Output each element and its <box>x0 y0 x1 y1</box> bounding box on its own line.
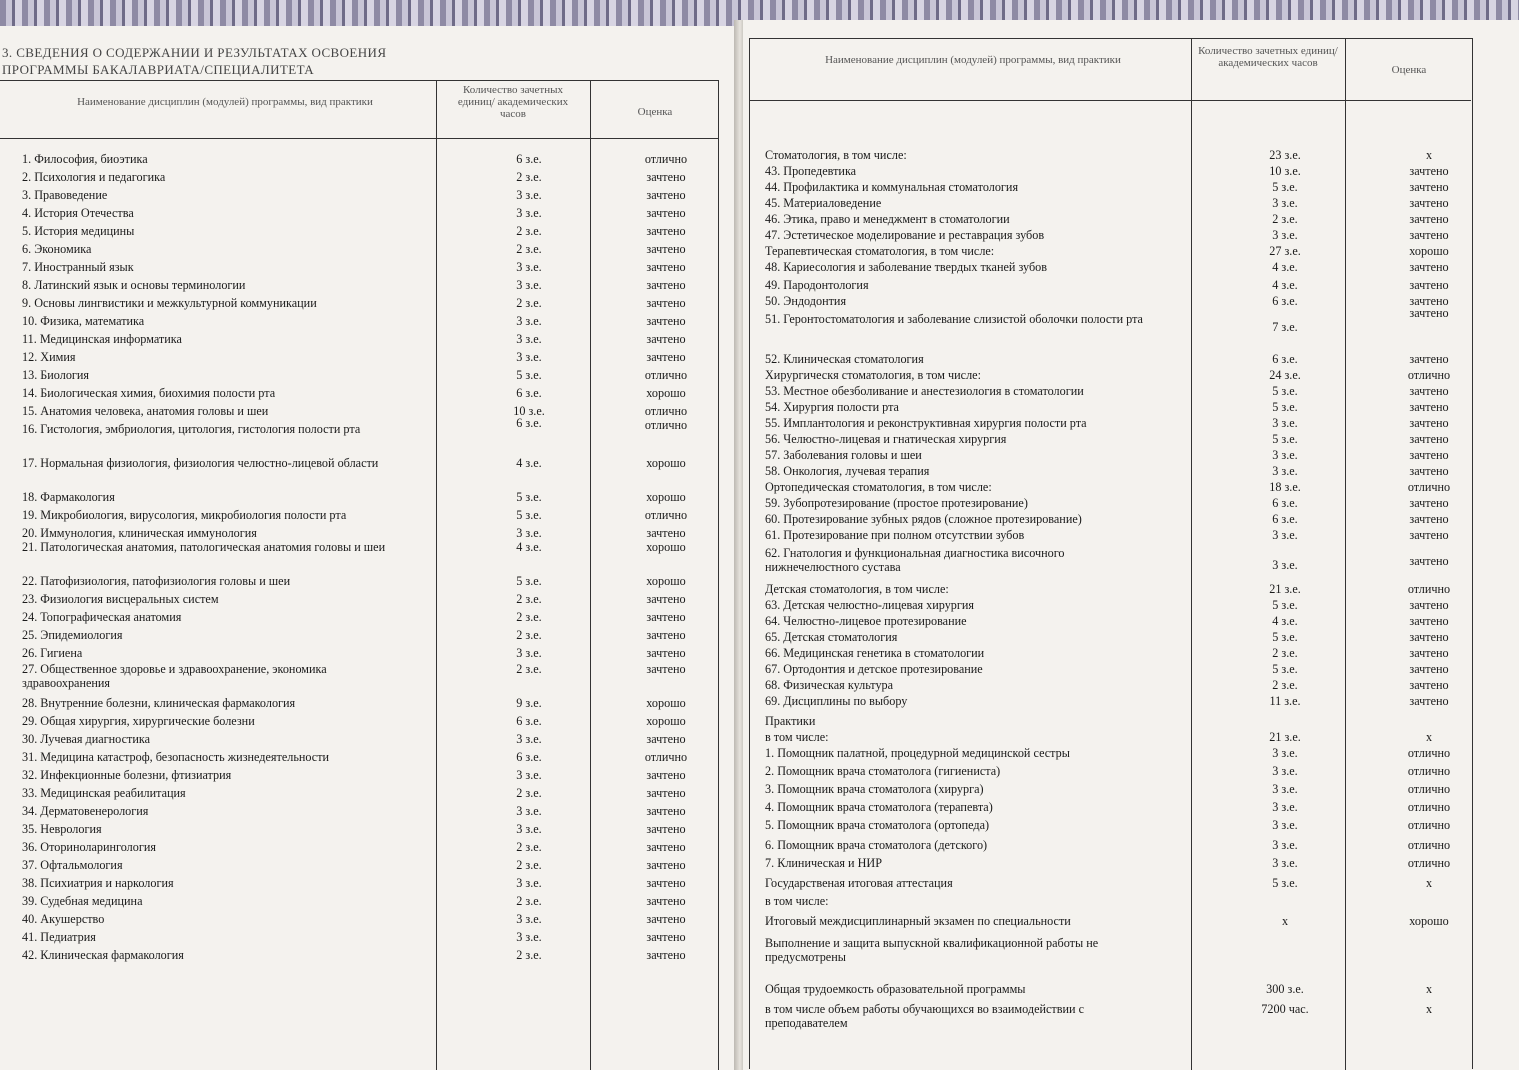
grade: зачтено <box>646 876 686 890</box>
grade: хорошо <box>1409 914 1449 928</box>
credit-units: 5 з.е. <box>1272 180 1298 194</box>
credit-units: 3 з.е. <box>1272 856 1298 870</box>
credit-units: 5 з.е. <box>516 574 542 588</box>
discipline-name: в том числе: <box>765 730 829 744</box>
grade: зачтено <box>1409 678 1449 692</box>
credit-units: 11 з.е. <box>1269 694 1301 708</box>
discipline-name: Итоговый междисциплинарный экзамен по специальности <box>765 914 1071 928</box>
grade: зачтено <box>646 822 686 836</box>
discipline-name: 33. Медицинская реабилитация <box>22 786 186 800</box>
grade: зачтено <box>646 332 686 346</box>
credit-units: 2 з.е. <box>516 786 542 800</box>
discipline-name: 43. Пропедевтика <box>765 164 857 178</box>
discipline-name: в том числе: <box>765 894 829 908</box>
grade: зачтено <box>646 662 686 676</box>
credit-units: 3 з.е. <box>516 260 542 274</box>
discipline-name: 58. Онкология, лучевая терапия <box>765 464 930 478</box>
credit-units: 2 з.е. <box>516 610 542 624</box>
credit-units: 21 з.е. <box>1269 582 1301 596</box>
credit-units: 3 з.е. <box>516 206 542 220</box>
credit-units: 7200 час. <box>1261 1002 1309 1016</box>
grade: зачтено <box>646 224 686 238</box>
discipline-name: 2. Психология и педагогика <box>22 170 166 184</box>
credit-units: 4 з.е. <box>1272 260 1298 274</box>
discipline-name: 44. Профилактика и коммунальная стоматология <box>765 180 1019 194</box>
credit-units: 3 з.е. <box>516 526 542 540</box>
discipline-name: 35. Неврология <box>22 822 102 836</box>
credit-units: 2 з.е. <box>516 662 542 676</box>
discipline-name: 50. Эндодонтия <box>765 294 847 308</box>
grade: хорошо <box>646 714 686 728</box>
discipline-name: Хирургическя стоматология, в том числе: <box>765 368 981 382</box>
credit-units: 24 з.е. <box>1269 368 1301 382</box>
grade: зачтено <box>646 296 686 310</box>
credit-units: 6 з.е. <box>516 750 542 764</box>
discipline-name: 5. Помощник врача стоматолога (ортопеда) <box>765 818 990 832</box>
discipline-name: 21. Патологическая анатомия, патологическая анатомия головы и шеи <box>22 540 386 554</box>
grade: зачтено <box>646 592 686 606</box>
discipline-name: 38. Психиатрия и наркология <box>22 876 174 890</box>
credit-units: 3 з.е. <box>516 350 542 364</box>
discipline-name: 62. Гнатология и функциональная диагностика височного нижнечелюстного сустава <box>765 546 1065 574</box>
discipline-name: 1. Философия, биоэтика <box>22 152 148 166</box>
credit-units: 3 з.е. <box>516 912 542 926</box>
grade: зачтено <box>1409 496 1449 510</box>
grade: зачтено <box>1409 448 1449 462</box>
grade: отлично <box>1407 582 1451 596</box>
grade: зачтено <box>1409 294 1449 308</box>
grade: зачтено <box>646 278 686 292</box>
left-page <box>0 26 738 1070</box>
discipline-name: 40. Акушерство <box>22 912 105 926</box>
credit-units: 3 з.е. <box>516 732 542 746</box>
grade: отлично <box>1407 746 1451 760</box>
grade: хорошо <box>646 574 686 588</box>
credit-units: 23 з.е. <box>1269 148 1301 162</box>
credit-units: 2 з.е. <box>516 894 542 908</box>
credit-units: 2 з.е. <box>516 948 542 962</box>
grade: зачтено <box>1409 646 1449 660</box>
discipline-name: 39. Судебная медицина <box>22 894 143 908</box>
credit-units: 3 з.е. <box>1272 528 1298 542</box>
credit-units: 3 з.е. <box>516 876 542 890</box>
column-divider <box>590 80 591 1070</box>
credit-units: 7 з.е. <box>1272 320 1298 334</box>
grade: зачтено <box>646 610 686 624</box>
credit-units: 300 з.е. <box>1266 982 1304 996</box>
grade: хорошо <box>646 456 686 470</box>
discipline-name: 37. Офтальмология <box>22 858 123 872</box>
grade: отлично <box>1407 368 1451 382</box>
credit-units: 6 з.е. <box>516 386 542 400</box>
discipline-name: 6. Помощник врача стоматолога (детского) <box>765 838 988 852</box>
credit-units: 4 з.е. <box>516 540 542 554</box>
credit-units: 6 з.е. <box>516 714 542 728</box>
credit-units: 3 з.е. <box>516 332 542 346</box>
grade: зачтено <box>646 732 686 746</box>
grade: зачтено <box>1409 306 1449 320</box>
discipline-name: 41. Педиатрия <box>22 930 96 944</box>
credit-units: 10 з.е. <box>1269 164 1301 178</box>
credit-units: 6 з.е. <box>1272 512 1298 526</box>
grade: отлично <box>1407 782 1451 796</box>
grade: зачтено <box>646 804 686 818</box>
discipline-name: Терапевтическая стоматология, в том числе: <box>765 244 995 258</box>
credit-units: 2 з.е. <box>516 628 542 642</box>
discipline-name: 24. Топографическая анатомия <box>22 610 182 624</box>
discipline-name: 17. Нормальная физиология, физиология челюстно-лицевой области <box>22 456 379 470</box>
grade: зачтено <box>1409 554 1449 568</box>
credit-units: х <box>1281 914 1289 928</box>
discipline-name: 63. Детская челюстно-лицевая хирургия <box>765 598 975 612</box>
grade: зачтено <box>1409 180 1449 194</box>
discipline-name: 34. Дерматовенерология <box>22 804 149 818</box>
col-header-grade: Оценка <box>637 106 673 118</box>
discipline-name: 13. Биология <box>22 368 90 382</box>
discipline-name: 4. История Отечества <box>22 206 134 220</box>
discipline-name: Общая трудоемкость образовательной программы <box>765 982 1026 996</box>
discipline-name: 60. Протезирование зубных рядов (сложное протезирование) <box>765 512 1082 526</box>
grade: хорошо <box>646 540 686 554</box>
discipline-name: 26. Гигиена <box>22 646 83 660</box>
table-header-border <box>749 100 1471 101</box>
credit-units: 3 з.е. <box>516 188 542 202</box>
discipline-name: 4. Помощник врача стоматолога (терапевта) <box>765 800 993 814</box>
credit-units: 3 з.е. <box>516 646 542 660</box>
discipline-name: 5. История медицины <box>22 224 135 238</box>
discipline-name: 9. Основы лингвистики и межкультурной коммуникации <box>22 296 317 310</box>
grade: зачтено <box>646 170 686 184</box>
discipline-name: 47. Эстетическое моделирование и реставрация зубов <box>765 228 1045 242</box>
credit-units: 5 з.е. <box>1272 598 1298 612</box>
grade: зачтено <box>646 350 686 364</box>
col-header-name: Наименование дисциплин (модулей) программы, вид практики <box>77 96 373 108</box>
grade: отлично <box>1407 818 1451 832</box>
credit-units: 6 з.е. <box>1272 294 1298 308</box>
grade: зачтено <box>646 894 686 908</box>
grade: отлично <box>644 368 688 382</box>
discipline-name: 25. Эпидемиология <box>22 628 123 642</box>
grade: х <box>1425 982 1433 996</box>
discipline-name: 1. Помощник палатной, процедурной медицинской сестры <box>765 746 1070 760</box>
credit-units: 5 з.е. <box>1272 662 1298 676</box>
credit-units: 3 з.е. <box>1272 818 1298 832</box>
grade: зачтено <box>1409 416 1449 430</box>
credit-units: 21 з.е. <box>1269 730 1301 744</box>
grade: зачтено <box>1409 228 1449 242</box>
grade: зачтено <box>1409 196 1449 210</box>
grade: зачтено <box>646 840 686 854</box>
credit-units: 5 з.е. <box>516 490 542 504</box>
grade: зачтено <box>1409 352 1449 366</box>
credit-units: 27 з.е. <box>1269 244 1301 258</box>
discipline-name: 65. Детская стоматология <box>765 630 898 644</box>
credit-units: 2 з.е. <box>516 224 542 238</box>
discipline-name: 52. Клиническая стоматология <box>765 352 924 366</box>
discipline-name: 61. Протезирование при полном отсутствии зубов <box>765 528 1025 542</box>
credit-units: 2 з.е. <box>1272 646 1298 660</box>
discipline-name: 49. Пародонтология <box>765 278 869 292</box>
discipline-name: 19. Микробиология, вирусология, микробиология полости рта <box>22 508 347 522</box>
discipline-name: 12. Химия <box>22 350 76 364</box>
grade: отлично <box>1407 800 1451 814</box>
credit-units: 2 з.е. <box>516 858 542 872</box>
grade: отлично <box>1407 856 1451 870</box>
credit-units: 2 з.е. <box>1272 212 1298 226</box>
grade: отлично <box>644 508 688 522</box>
grade: зачтено <box>646 930 686 944</box>
credit-units: 3 з.е. <box>1272 448 1298 462</box>
discipline-name: 7. Клиническая и НИР <box>765 856 882 870</box>
grade: зачтено <box>646 858 686 872</box>
discipline-name: 54. Хирургия полости рта <box>765 400 899 414</box>
credit-units: 5 з.е. <box>1272 384 1298 398</box>
discipline-name: 31. Медицина катастроф, безопасность жизнедеятельности <box>22 750 330 764</box>
discipline-name: 29. Общая хирургия, хирургические болезни <box>22 714 255 728</box>
credit-units: 3 з.е. <box>1272 746 1298 760</box>
discipline-name: 68. Физическая культура <box>765 678 894 692</box>
credit-units: 3 з.е. <box>1272 558 1298 572</box>
discipline-name: 15. Анатомия человека, анатомия головы и шеи <box>22 404 269 418</box>
grade: зачтено <box>646 912 686 926</box>
grade: зачтено <box>1409 464 1449 478</box>
grade: зачтено <box>1409 694 1449 708</box>
credit-units: 3 з.е. <box>1272 838 1298 852</box>
discipline-name: 6. Экономика <box>22 242 92 256</box>
grade: зачтено <box>1409 598 1449 612</box>
discipline-name: Государственая итоговая аттестация <box>765 876 953 890</box>
discipline-name: 7. Иностранный язык <box>22 260 134 274</box>
credit-units: 3 з.е. <box>516 278 542 292</box>
discipline-name: 14. Биологическая химия, биохимия полости рта <box>22 386 276 400</box>
discipline-name: 28. Внутренние болезни, клиническая фармакология <box>22 696 296 710</box>
grade: отлично <box>644 418 688 432</box>
grade: зачтено <box>1409 432 1449 446</box>
right-page <box>743 20 1519 1070</box>
credit-units: 10 з.е. <box>513 404 545 418</box>
discipline-name: 36. Оториноларингология <box>22 840 156 854</box>
discipline-name: в том числе объем работы обучающихся во взаимодействии с преподавателем <box>765 1002 1085 1030</box>
grade: х <box>1425 730 1433 744</box>
discipline-name: 8. Латинский язык и основы терминологии <box>22 278 246 292</box>
discipline-name: 56. Челюстно-лицевая и гнатическая хирургия <box>765 432 1007 446</box>
credit-units: 2 з.е. <box>516 242 542 256</box>
discipline-name: 23. Физиология висцеральных систем <box>22 592 219 606</box>
credit-units: 18 з.е. <box>1269 480 1301 494</box>
credit-units: 6 з.е. <box>1272 352 1298 366</box>
grade: хорошо <box>1409 244 1449 258</box>
credit-units: 4 з.е. <box>1272 278 1298 292</box>
grade: зачтено <box>1409 278 1449 292</box>
discipline-name: 42. Клиническая фармакология <box>22 948 184 962</box>
credit-units: 3 з.е. <box>1272 800 1298 814</box>
discipline-name: 10. Физика, математика <box>22 314 145 328</box>
discipline-name: 2. Помощник врача стоматолога (гигиениста) <box>765 764 1001 778</box>
grade: зачтено <box>1409 528 1449 542</box>
discipline-name: Практики <box>765 714 816 728</box>
grade: зачтено <box>646 260 686 274</box>
credit-units: 3 з.е. <box>1272 416 1298 430</box>
col-header-units: Количество зачетных единиц/ академических часов <box>1198 45 1338 69</box>
discipline-name: 27. Общественное здоровье и здравоохранение, экономика здравоохранения <box>22 662 327 690</box>
credit-units: 6 з.е. <box>516 152 542 166</box>
discipline-name: 64. Челюстно-лицевое протезирование <box>765 614 967 628</box>
credit-units: 3 з.е. <box>516 822 542 836</box>
credit-units: 6 з.е. <box>516 416 542 430</box>
grade: х <box>1425 876 1433 890</box>
grade: зачтено <box>1409 614 1449 628</box>
grade: зачтено <box>1409 384 1449 398</box>
discipline-name: 46. Этика, право и менеджмент в стоматологии <box>765 212 1010 226</box>
credit-units: 2 з.е. <box>516 170 542 184</box>
credit-units: 5 з.е. <box>1272 400 1298 414</box>
credit-units: 9 з.е. <box>516 696 542 710</box>
credit-units: 2 з.е. <box>516 840 542 854</box>
grade: зачтено <box>1409 662 1449 676</box>
grade: зачтено <box>646 242 686 256</box>
grade: зачтено <box>646 948 686 962</box>
discipline-name: 48. Кариесология и заболевание твердых тканей зубов <box>765 260 1047 274</box>
discipline-name: Стоматология, в том числе: <box>765 148 907 162</box>
discipline-name: 66. Медицинская генетика в стоматологии <box>765 646 985 660</box>
grade: зачтено <box>646 526 686 540</box>
column-divider <box>436 80 437 1070</box>
discipline-name: 30. Лучевая диагностика <box>22 732 150 746</box>
grade: зачтено <box>1409 630 1449 644</box>
grade: хорошо <box>646 696 686 710</box>
grade: зачтено <box>646 768 686 782</box>
grade: зачтено <box>1409 164 1449 178</box>
credit-units: 5 з.е. <box>1272 432 1298 446</box>
table-header-border <box>0 138 718 139</box>
grade: зачтено <box>646 628 686 642</box>
credit-units: 3 з.е. <box>516 804 542 818</box>
credit-units: 2 з.е. <box>516 592 542 606</box>
col-header-units: Количество зачетных единиц/ академических часов <box>457 84 569 120</box>
section-title-line1: 3. СВЕДЕНИЯ О СОДЕРЖАНИИ И РЕЗУЛЬТАТАХ ОСВОЕНИЯ <box>2 45 387 60</box>
credit-units: 5 з.е. <box>1272 876 1298 890</box>
credit-units: 3 з.е. <box>516 314 542 328</box>
discipline-name: 11. Медицинская информатика <box>22 332 182 346</box>
grade: хорошо <box>646 490 686 504</box>
discipline-name: 18. Фармакология <box>22 490 115 504</box>
table-top-border <box>0 80 718 81</box>
grade: зачтено <box>646 314 686 328</box>
grade: х <box>1425 1002 1433 1016</box>
discipline-name: 55. Имплантология и реконструктивная хирургия полости рта <box>765 416 1087 430</box>
grade: отлично <box>644 750 688 764</box>
credit-units: 5 з.е. <box>1272 630 1298 644</box>
credit-units: 3 з.е. <box>516 768 542 782</box>
grade: зачтено <box>646 646 686 660</box>
discipline-name: Ортопедическая стоматология, в том числе: <box>765 480 992 494</box>
discipline-name: 32. Инфекционные болезни, фтизиатрия <box>22 768 232 782</box>
credit-units: 5 з.е. <box>516 368 542 382</box>
discipline-name: 53. Местное обезболивание и анестезиология в стоматологии <box>765 384 1084 398</box>
credit-units: 6 з.е. <box>1272 496 1298 510</box>
discipline-name: 57. Заболевания головы и шеи <box>765 448 922 462</box>
discipline-name: 45. Материаловедение <box>765 196 882 210</box>
credit-units: 2 з.е. <box>1272 678 1298 692</box>
grade: зачтено <box>646 786 686 800</box>
grade: отлично <box>1407 838 1451 852</box>
grade: отлично <box>1407 764 1451 778</box>
grade: зачтено <box>1409 400 1449 414</box>
discipline-name: 16. Гистология, эмбриология, цитология, гистология полости рта <box>22 422 361 436</box>
col-header-name: Наименование дисциплин (модулей) программы, вид практики <box>825 54 1121 66</box>
discipline-name: 69. Дисциплины по выбору <box>765 694 908 708</box>
credit-units: 2 з.е. <box>516 296 542 310</box>
grade: зачтено <box>646 206 686 220</box>
grade: зачтено <box>1409 512 1449 526</box>
section-title-line2: ПРОГРАММЫ БАКАЛАВРИАТА/СПЕЦИАЛИТЕТА <box>2 62 315 77</box>
grade: зачтено <box>1409 212 1449 226</box>
discipline-name: 51. Геронтостоматология и заболевание слизистой оболочки полости рта <box>765 312 1143 326</box>
grade: отлично <box>644 404 688 418</box>
discipline-name: Детская стоматология, в том числе: <box>765 582 949 596</box>
grade: зачтено <box>1409 260 1449 274</box>
credit-units: 4 з.е. <box>516 456 542 470</box>
grade: хорошо <box>646 386 686 400</box>
credit-units: 3 з.е. <box>1272 782 1298 796</box>
credit-units: 3 з.е. <box>1272 764 1298 778</box>
discipline-name: Выполнение и защита выпускной квалификационной работы не предусмотрены <box>765 936 1099 964</box>
credit-units: 3 з.е. <box>1272 464 1298 478</box>
credit-units: 3 з.е. <box>1272 228 1298 242</box>
discipline-name: 3. Помощник врача стоматолога (хирурга) <box>765 782 984 796</box>
credit-units: 3 з.е. <box>1272 196 1298 210</box>
discipline-name: 67. Ортодонтия и детское протезирование <box>765 662 983 676</box>
column-divider <box>1191 38 1192 1070</box>
grade: отлично <box>1407 480 1451 494</box>
grade: зачтено <box>646 188 686 202</box>
discipline-name: 20. Иммунология, клиническая иммунология <box>22 526 257 540</box>
section-title <box>2 44 386 78</box>
discipline-name: 22. Патофизиология, патофизиология головы и шеи <box>22 574 291 588</box>
grade: отлично <box>644 152 688 166</box>
credit-units: 3 з.е. <box>516 930 542 944</box>
credit-units: 4 з.е. <box>1272 614 1298 628</box>
credit-units: 5 з.е. <box>516 508 542 522</box>
col-header-grade: Оценка <box>1391 64 1427 76</box>
discipline-name: 3. Правоведение <box>22 188 108 202</box>
grade: х <box>1425 148 1433 162</box>
discipline-name: 59. Зубопротезирование (простое протезирование) <box>765 496 1028 510</box>
